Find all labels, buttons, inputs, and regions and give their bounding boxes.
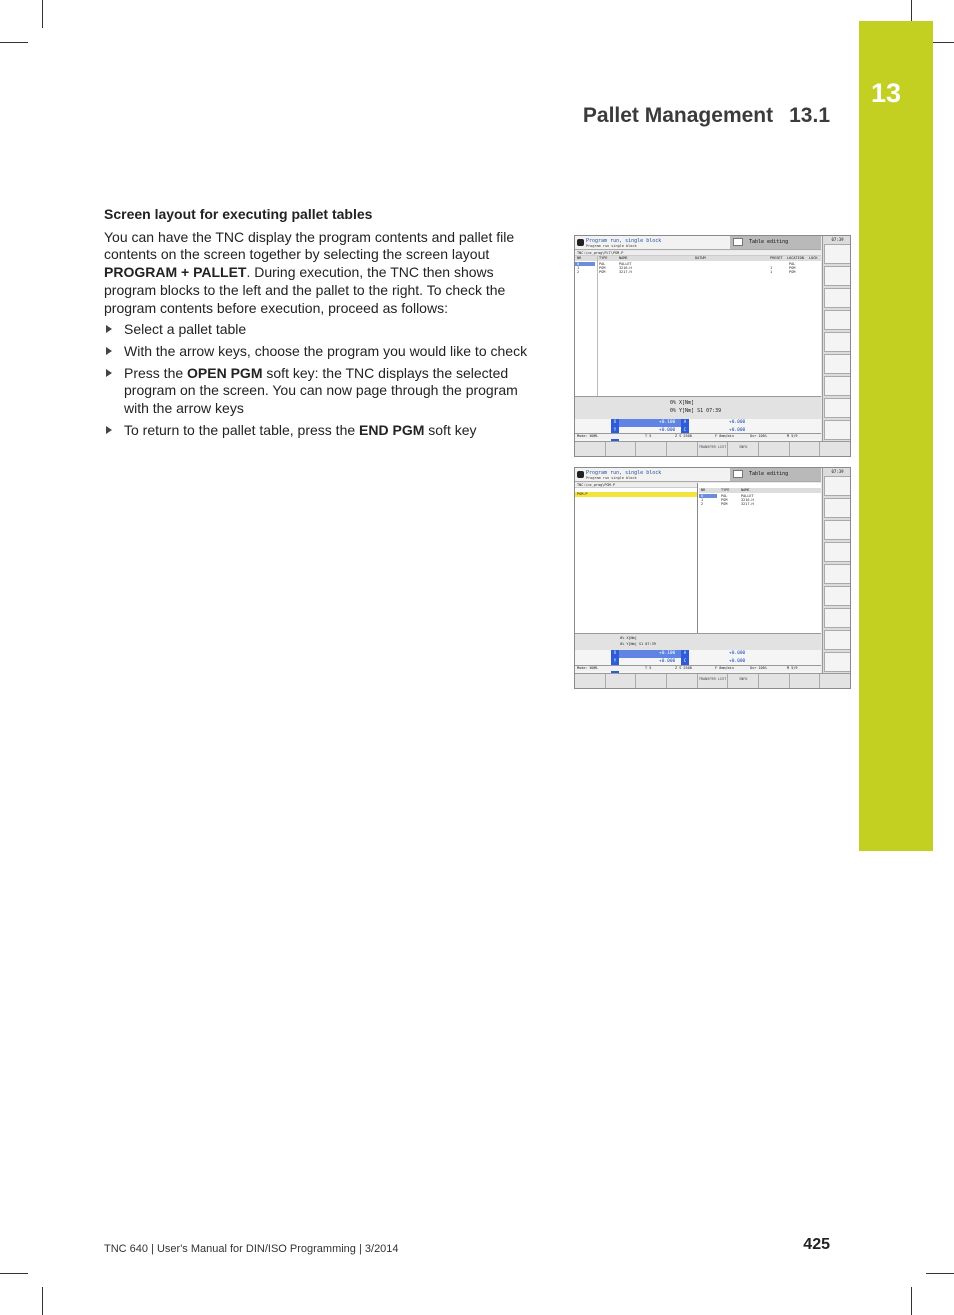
split-divider — [697, 483, 698, 633]
side-softkey[interactable] — [824, 420, 851, 440]
pallet-table-rows — [575, 262, 821, 274]
mode-subtitle: Program run single block — [586, 476, 637, 480]
softkey[interactable] — [575, 674, 606, 689]
position-row-x: X +0.100 A +0.000 — [575, 650, 821, 658]
step-item: Select a pallet table — [104, 321, 544, 339]
intro-paragraph: You can have the TNC display the program contents and pallet file contents on the screen together by selecting the screen layout PROGRAM + PALLET. During execution, the TNC then shows program blocks to the left and the pallet to the right. To check the program contents before execution, proceed as follows: — [104, 228, 515, 316]
crop-mark — [42, 1287, 43, 1315]
table-header: NR TYPE NAME — [699, 488, 821, 493]
table-editing-mode — [730, 236, 821, 249]
position-row-y: Y +0.000 C +0.000 — [575, 658, 821, 666]
softkey-row — [575, 441, 851, 457]
clock: 07:39 — [831, 237, 844, 242]
softkey[interactable] — [759, 442, 790, 457]
running-head — [583, 104, 830, 128]
position-row-x: X +0.100 A +0.000 — [575, 419, 821, 427]
tnc-screenshot-pallet-table — [574, 235, 851, 457]
mode-title-bar — [575, 236, 821, 250]
table-editing-mode — [730, 468, 821, 481]
side-softkey[interactable] — [824, 354, 851, 374]
position-row-y: Y +0.000 C +0.000 — [575, 427, 821, 435]
chapter-tab — [859, 21, 933, 851]
table-icon — [733, 470, 743, 478]
body-content — [104, 206, 544, 443]
side-softkey[interactable] — [824, 398, 851, 418]
column-divider — [597, 256, 598, 396]
table-row[interactable]: 1 PGM 3216.H — [701, 498, 754, 502]
vertical-softkey-bar — [822, 468, 851, 673]
softkey[interactable] — [790, 674, 821, 689]
info-line: Mode: NOML T 5 Z S 2500 F 0mm/min Ovr 100% M 5/9 — [575, 433, 821, 439]
side-softkey[interactable] — [824, 652, 851, 672]
crop-mark — [0, 1273, 28, 1274]
pallet-table-view — [575, 251, 821, 441]
status-line: 0% Y[Nm] S1 07:39 — [620, 642, 656, 646]
softkey[interactable] — [820, 674, 851, 689]
triangle-bullet-icon — [106, 369, 112, 377]
softkey[interactable] — [820, 442, 851, 457]
table-header: NR TYPE NAME DATUM PRESET LOCATION LOCK — [575, 256, 821, 261]
info-line: Mode: NOML T 5 Z S 2500 F 0mm/min Ovr 100% M 5/9 — [575, 665, 821, 671]
crop-mark — [42, 0, 43, 28]
edit-mode-title: Table editing — [749, 471, 789, 477]
side-softkey[interactable] — [824, 542, 851, 562]
triangle-bullet-icon — [106, 325, 112, 333]
step-item: Press the OPEN PGM soft key: the TNC displays the selected program on the screen. You can now page through the program with the arrow keys — [104, 365, 544, 418]
crop-mark — [0, 42, 28, 43]
side-softkey[interactable] — [824, 332, 851, 352]
edit-mode-title: Table editing — [749, 239, 789, 245]
triangle-bullet-icon — [106, 347, 112, 355]
side-softkey[interactable] — [824, 476, 851, 496]
side-softkey[interactable] — [824, 564, 851, 584]
table-icon — [733, 238, 743, 246]
program-run-icon — [577, 471, 584, 478]
tnc-screenshot-program-plus-pallet — [574, 467, 851, 689]
softkey[interactable] — [636, 442, 667, 457]
softkey[interactable] — [606, 674, 637, 689]
status-line: 0% X[Nm] — [620, 636, 637, 640]
softkey[interactable] — [667, 442, 698, 457]
side-softkey[interactable] — [824, 310, 851, 330]
crop-mark — [911, 1287, 912, 1315]
chapter-number: 13 — [870, 78, 902, 108]
crop-mark — [926, 1273, 954, 1274]
program-highlight-line: PGM.P — [575, 492, 697, 497]
footer-text: TNC 640 | User's Manual for DIN/ISO Programming | 3/2014 — [104, 1243, 399, 1255]
softkey[interactable] — [636, 674, 667, 689]
step-item: To return to the pallet table, press the END PGM soft key — [104, 422, 544, 440]
side-softkey[interactable] — [824, 586, 851, 606]
vertical-softkey-bar — [822, 236, 851, 441]
program-pallet-split-view — [575, 483, 821, 673]
side-softkey[interactable] — [824, 608, 851, 628]
page-number: 425 — [803, 1236, 830, 1253]
table-row[interactable]: 2 PGM 3217.H 1 PGM — [577, 270, 796, 274]
running-head-title: Pallet Management — [582, 104, 774, 127]
program-run-icon — [577, 239, 584, 246]
softkey-row — [575, 673, 851, 689]
side-softkey[interactable] — [824, 520, 851, 540]
softkey-transfer-list[interactable]: TRANSFER LIST — [698, 674, 729, 689]
side-softkey[interactable] — [824, 630, 851, 650]
running-head-section: 13.1 — [789, 104, 830, 127]
softkey-info[interactable]: INFO — [728, 442, 759, 457]
file-path: TNC:\nc_prog\PLT\PGM.P — [575, 251, 821, 256]
status-line: 0% Y[Nm] S1 07:39 — [670, 408, 722, 414]
table-row[interactable]: 0 PAL PALLET PAL — [577, 262, 796, 266]
softkey[interactable] — [759, 674, 790, 689]
pallet-table-rows — [699, 494, 821, 506]
table-row[interactable]: 0 PAL PALLET — [701, 494, 754, 498]
softkey[interactable] — [667, 674, 698, 689]
table-row[interactable]: 2 PGM 3217.H — [701, 502, 754, 506]
softkey-info[interactable]: INFO — [728, 674, 759, 689]
softkey-transfer-list[interactable]: TRANSFER LIST — [698, 442, 729, 457]
mode-subtitle: Program run single block — [586, 244, 637, 248]
side-softkey[interactable] — [824, 288, 851, 308]
step-list — [104, 321, 544, 439]
mode-title-bar — [575, 468, 821, 482]
triangle-bullet-icon — [106, 426, 112, 434]
clock: 07:39 — [831, 469, 844, 474]
mode-title: Program run, single block — [586, 238, 662, 244]
softkey[interactable] — [606, 442, 637, 457]
side-softkey[interactable] — [824, 376, 851, 396]
side-softkey[interactable] — [824, 498, 851, 518]
side-softkey[interactable] — [824, 244, 851, 264]
file-path: TNC:\nc_prog\PGM.P — [575, 483, 697, 488]
status-line: 0% X[Nm] — [670, 400, 695, 406]
side-softkey[interactable] — [824, 266, 851, 286]
step-item: With the arrow keys, choose the program you would like to check — [104, 343, 544, 361]
mode-title: Program run, single block — [586, 470, 662, 476]
table-row[interactable]: 1 PGM 3216.H 1 PGM — [577, 266, 796, 270]
softkey[interactable] — [575, 442, 606, 457]
section-heading: Screen layout for executing pallet tables — [104, 206, 373, 222]
softkey[interactable] — [790, 442, 821, 457]
